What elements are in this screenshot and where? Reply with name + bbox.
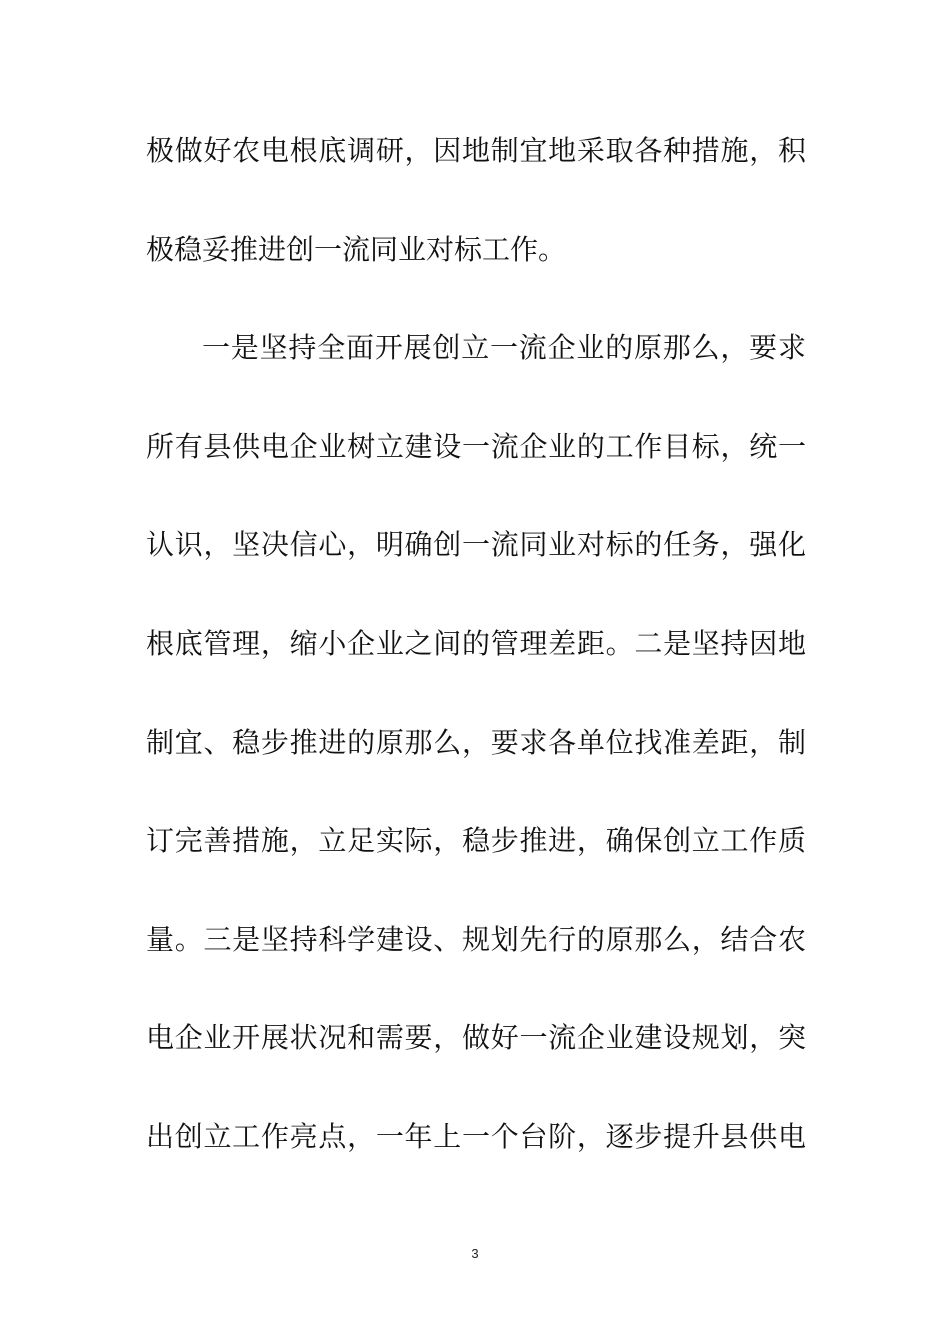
text-line: 极做好农电根底调研，因地制宜地采取各种措施，积 — [146, 134, 806, 167]
text-line: 量。三是坚持科学建设、规划先行的原那么，结合农 — [146, 922, 806, 956]
body-text — [146, 126, 806, 1211]
paragraph-start-line: 一是坚持全面开展创立一流企业的原那么，要求 — [202, 331, 806, 365]
text-line: 出创立工作亮点，一年上一个台阶，逐步提升县供电 — [146, 1119, 806, 1153]
text-line: 根底管理，缩小企业之间的管理差距。二是坚持因地 — [146, 626, 806, 660]
text-line: 制宜、稳步推进的原那么，要求各单位找准差距，制 — [146, 725, 806, 759]
text-line: 认识，坚决信心，明确创一流同业对标的任务，强化 — [146, 528, 806, 562]
text-line: 订完善措施，立足实际，稳步推进，确保创立工作质 — [146, 824, 806, 858]
page-number: 3 — [471, 1246, 479, 1261]
text-line: 所有县供电企业树立建设一流企业的工作目标，统一 — [146, 429, 806, 463]
text-line: 电企业开展状况和需要，做好一流企业建设规划，突 — [146, 1021, 806, 1055]
text-line: 极稳妥推进创一流同业对标工作。 — [146, 232, 567, 266]
